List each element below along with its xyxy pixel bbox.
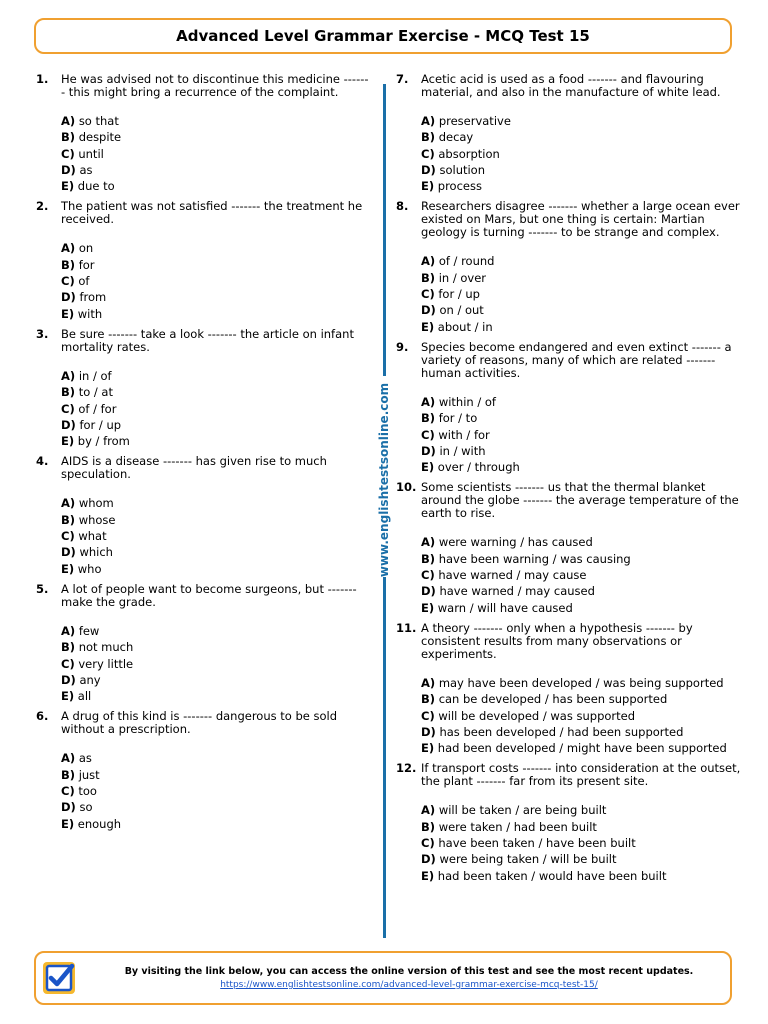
- question-text: A lot of people want to become surgeons, but ------- make the grade.: [61, 581, 357, 609]
- answer-option: [61, 384, 370, 400]
- question-block: [396, 200, 742, 334]
- option-text: absorption: [438, 146, 500, 161]
- answer-option: [421, 691, 742, 707]
- option-text: until: [78, 146, 104, 161]
- option-text: in / with: [439, 443, 486, 458]
- question-number: 10.: [396, 480, 417, 495]
- answer-option: [421, 129, 742, 145]
- answer-option: [61, 273, 370, 289]
- question-block: [36, 710, 370, 831]
- option-letter: A): [61, 623, 76, 638]
- answer-option: [421, 675, 742, 691]
- option-letter: D): [421, 303, 436, 318]
- options-list: [421, 675, 742, 756]
- answer-option: [421, 802, 742, 818]
- option-text: due to: [77, 179, 115, 194]
- option-letter: B): [61, 257, 76, 272]
- option-letter: B): [61, 640, 76, 655]
- option-letter: E): [421, 460, 435, 475]
- option-letter: A): [421, 254, 436, 269]
- option-text: will be developed / was supported: [438, 708, 636, 723]
- option-letter: E): [61, 561, 75, 576]
- answer-option: [61, 162, 370, 178]
- question-row: [36, 710, 370, 736]
- options-list: [61, 495, 370, 576]
- option-letter: A): [61, 496, 76, 511]
- answer-option: [421, 162, 742, 178]
- option-letter: E): [61, 689, 75, 704]
- answer-option: [421, 835, 742, 851]
- answer-option: [421, 819, 742, 835]
- option-text: for / up: [79, 417, 122, 432]
- answer-option: [61, 433, 370, 449]
- option-letter: B): [61, 512, 76, 527]
- question-number: 9.: [396, 339, 409, 354]
- option-letter: D): [61, 800, 76, 815]
- question-text: The patient was not satisfied ------- the treatment he received.: [61, 199, 363, 227]
- option-letter: D): [421, 162, 436, 177]
- question-text: Be sure ------- take a look ------- the article on infant mortality rates.: [61, 326, 354, 354]
- options-list: [61, 623, 370, 704]
- option-letter: A): [421, 675, 436, 690]
- option-text: warn / will have caused: [437, 600, 573, 615]
- option-letter: B): [421, 130, 436, 145]
- answer-option: [61, 178, 370, 194]
- option-letter: B): [421, 270, 436, 285]
- answer-option: [61, 639, 370, 655]
- checkbox-icon: [42, 961, 76, 999]
- question-number: 6.: [36, 709, 49, 724]
- option-letter: A): [61, 751, 76, 766]
- page-title: Advanced Level Grammar Exercise - MCQ Test 15: [176, 27, 590, 45]
- answer-option: [61, 306, 370, 322]
- question-block: [36, 73, 370, 194]
- answer-option: [421, 551, 742, 567]
- question-block: [36, 328, 370, 449]
- option-letter: B): [421, 819, 436, 834]
- answer-option: [61, 368, 370, 384]
- option-letter: D): [421, 584, 436, 599]
- option-text: whom: [78, 496, 114, 511]
- answer-option: [421, 302, 742, 318]
- option-letter: E): [61, 179, 75, 194]
- option-text: not much: [78, 640, 134, 655]
- footer-text: By visiting the link below, you can access the online version of this test and see the most recent updates.: [124, 966, 694, 977]
- options-list: [61, 240, 370, 321]
- option-text: so that: [78, 114, 119, 128]
- option-text: preservative: [438, 114, 511, 128]
- question-block: [36, 455, 370, 576]
- answer-option: [421, 253, 742, 269]
- question-number: 12.: [396, 761, 417, 776]
- answer-option: [421, 443, 742, 459]
- question-text: AIDS is a disease ------- has given rise to much speculation.: [61, 454, 327, 482]
- answer-option: [61, 816, 370, 832]
- option-text: from: [79, 290, 107, 305]
- question-row: [36, 583, 370, 609]
- question-row: [36, 328, 370, 354]
- question-number: 5.: [36, 581, 49, 596]
- option-letter: D): [61, 162, 76, 177]
- column-divider-top: [383, 84, 386, 376]
- answer-option: [61, 495, 370, 511]
- option-letter: A): [421, 394, 436, 409]
- option-letter: B): [61, 767, 76, 782]
- question-number: 2.: [36, 199, 49, 214]
- title-box: [34, 18, 732, 54]
- answer-option: [61, 799, 370, 815]
- option-text: may have been developed / was being supported: [438, 675, 724, 690]
- option-text: within / of: [438, 394, 496, 409]
- option-text: what: [78, 529, 107, 544]
- question-text: Researchers disagree ------- whether a large ocean ever existed on Mars, but one thing is certain: Martian geology is turning ------- to be strange and complex.: [421, 199, 740, 240]
- option-letter: D): [61, 672, 76, 687]
- option-letter: E): [421, 868, 435, 883]
- option-text: have warned / may caused: [439, 584, 595, 599]
- option-text: of / for: [78, 401, 117, 416]
- option-text: which: [79, 545, 113, 560]
- option-text: by / from: [77, 434, 130, 449]
- option-text: in / of: [78, 368, 112, 383]
- answer-option: [421, 851, 742, 867]
- option-text: of / round: [438, 254, 495, 269]
- question-text: A drug of this kind is ------- dangerous to be sold without a prescription.: [61, 709, 338, 737]
- answer-option: [61, 512, 370, 528]
- option-text: with / for: [438, 427, 490, 442]
- option-text: process: [437, 179, 482, 194]
- answer-option: [421, 583, 742, 599]
- option-text: for / to: [438, 411, 478, 426]
- question-block: [396, 622, 742, 756]
- option-letter: C): [61, 656, 75, 671]
- option-letter: D): [61, 417, 76, 432]
- right-column: [396, 73, 742, 890]
- question-number: 11.: [396, 620, 417, 635]
- option-text: over / through: [437, 460, 520, 475]
- question-block: [396, 762, 742, 883]
- answer-option: [61, 129, 370, 145]
- answer-option: [421, 113, 742, 129]
- option-letter: C): [421, 287, 435, 302]
- options-list: [421, 802, 742, 883]
- option-letter: C): [61, 401, 75, 416]
- option-letter: D): [61, 290, 76, 305]
- option-letter: A): [421, 114, 436, 128]
- option-letter: B): [61, 130, 76, 145]
- option-text: despite: [78, 130, 122, 145]
- answer-option: [421, 146, 742, 162]
- question-block: [396, 481, 742, 615]
- option-letter: D): [421, 443, 436, 458]
- option-text: have been taken / have been built: [438, 836, 636, 851]
- options-list: [421, 253, 742, 334]
- answer-option: [421, 600, 742, 616]
- answer-option: [421, 724, 742, 740]
- answer-option: [421, 567, 742, 583]
- option-letter: C): [421, 836, 435, 851]
- option-text: had been taken / would have been built: [437, 868, 667, 883]
- option-text: in / over: [438, 270, 487, 285]
- option-text: any: [79, 672, 101, 687]
- option-text: about / in: [437, 319, 493, 334]
- column-divider-bottom: [383, 577, 386, 938]
- option-letter: A): [61, 114, 76, 128]
- option-letter: E): [61, 816, 75, 831]
- option-letter: B): [421, 411, 436, 426]
- answer-option: [421, 868, 742, 884]
- answer-option: [421, 286, 742, 302]
- footer-link[interactable]: https://www.englishtestsonline.com/advanced-level-grammar-exercise-mcq-test-15/: [220, 980, 598, 990]
- question-number: 8.: [396, 199, 409, 214]
- option-text: has been developed / had been supported: [439, 724, 684, 739]
- option-letter: E): [61, 306, 75, 321]
- answer-option: [61, 750, 370, 766]
- options-list: [61, 368, 370, 449]
- option-text: as: [79, 162, 93, 177]
- option-letter: C): [421, 568, 435, 583]
- option-text: were taken / had been built: [438, 819, 597, 834]
- option-letter: D): [421, 724, 436, 739]
- answer-option: [61, 561, 370, 577]
- options-list: [421, 394, 742, 475]
- option-text: have warned / may cause: [438, 568, 587, 583]
- left-column: [36, 73, 370, 838]
- question-text: Acetic acid is used as a food ------- and flavouring material, and also in the manufacture of white lead.: [421, 72, 721, 99]
- option-text: very little: [78, 656, 134, 671]
- answer-option: [61, 289, 370, 305]
- answer-option: [61, 623, 370, 639]
- option-text: for / up: [438, 287, 480, 302]
- option-letter: B): [61, 385, 76, 400]
- answer-option: [61, 767, 370, 783]
- answer-option: [61, 783, 370, 799]
- option-letter: B): [421, 692, 436, 707]
- option-text: enough: [77, 816, 122, 831]
- option-text: just: [78, 767, 100, 782]
- site-vertical-text: www.englishtestsonline.com: [377, 382, 391, 578]
- option-text: whose: [78, 512, 116, 527]
- option-text: can be developed / has been supported: [438, 692, 668, 707]
- question-number: 3.: [36, 326, 49, 341]
- option-letter: A): [61, 368, 76, 383]
- question-row: [36, 200, 370, 226]
- question-text: Species become endangered and even extinct ------- a variety of reasons, many of which are related ------- human activities.: [421, 339, 732, 380]
- option-text: so: [79, 800, 93, 815]
- option-text: of: [78, 274, 90, 289]
- option-text: were warning / has caused: [438, 535, 593, 550]
- question-block: [36, 200, 370, 321]
- option-letter: B): [421, 551, 436, 566]
- question-text: Some scientists ------- us that the thermal blanket around the globe ------- the average temperature of the earth to rise.: [421, 480, 739, 521]
- answer-option: [61, 240, 370, 256]
- question-number: 7.: [396, 72, 409, 86]
- answer-option: [421, 427, 742, 443]
- answer-option: [421, 394, 742, 410]
- question-text: He was advised not to discontinue this medicine ------- this might bring a recurrence of the complaint.: [61, 72, 369, 99]
- option-text: had been developed / might have been supported: [437, 741, 727, 756]
- question-block: [36, 583, 370, 704]
- option-letter: A): [61, 241, 76, 256]
- question-row: [396, 341, 742, 380]
- answer-option: [61, 417, 370, 433]
- answer-option: [61, 672, 370, 688]
- answer-option: [421, 459, 742, 475]
- answer-option: [421, 178, 742, 194]
- option-text: decay: [438, 130, 474, 145]
- option-letter: E): [421, 319, 435, 334]
- answer-option: [421, 708, 742, 724]
- option-text: few: [78, 623, 100, 638]
- answer-option: [61, 656, 370, 672]
- option-text: all: [77, 689, 92, 704]
- answer-option: [421, 740, 742, 756]
- option-text: with: [77, 306, 103, 321]
- question-row: [396, 622, 742, 661]
- option-text: too: [78, 784, 97, 799]
- footer-box: [34, 951, 732, 1005]
- question-row: [396, 200, 742, 239]
- answer-option: [61, 401, 370, 417]
- option-letter: C): [61, 784, 75, 799]
- question-row: [36, 73, 370, 99]
- answer-option: [421, 319, 742, 335]
- option-letter: C): [61, 529, 75, 544]
- answer-option: [61, 528, 370, 544]
- option-text: solution: [439, 162, 486, 177]
- answer-option: [61, 146, 370, 162]
- question-number: 4.: [36, 454, 49, 469]
- question-row: [36, 455, 370, 481]
- option-text: on: [78, 241, 94, 256]
- question-block: [396, 73, 742, 194]
- question-block: [396, 341, 742, 475]
- option-letter: A): [421, 803, 436, 818]
- option-letter: C): [61, 274, 75, 289]
- option-text: who: [77, 561, 102, 576]
- question-row: [396, 73, 742, 99]
- option-text: on / out: [439, 303, 484, 318]
- option-letter: D): [61, 545, 76, 560]
- answer-option: [61, 257, 370, 273]
- answer-option: [421, 270, 742, 286]
- question-text: A theory ------- only when a hypothesis ------- by consistent results from many observations or experiments.: [421, 620, 693, 661]
- option-letter: C): [421, 708, 435, 723]
- options-list: [61, 113, 370, 194]
- option-letter: A): [421, 535, 436, 550]
- question-text: If transport costs ------- into consideration at the outset, the plant ------- far from its present site.: [421, 761, 741, 789]
- option-text: as: [78, 751, 92, 766]
- options-list: [421, 534, 742, 615]
- option-letter: C): [421, 427, 435, 442]
- option-letter: D): [421, 852, 436, 867]
- options-list: [61, 750, 370, 831]
- option-text: will be taken / are being built: [438, 803, 607, 818]
- answer-option: [61, 544, 370, 560]
- option-letter: E): [421, 600, 435, 615]
- question-row: [396, 481, 742, 520]
- options-list: [421, 113, 742, 194]
- question-number: 1.: [36, 72, 49, 86]
- option-letter: E): [61, 434, 75, 449]
- answer-option: [421, 410, 742, 426]
- option-letter: E): [421, 179, 435, 194]
- option-text: have been warning / was causing: [438, 551, 631, 566]
- answer-option: [61, 688, 370, 704]
- option-letter: E): [421, 741, 435, 756]
- option-text: for: [78, 257, 95, 272]
- answer-option: [61, 113, 370, 129]
- option-letter: C): [61, 146, 75, 161]
- option-text: to / at: [78, 385, 113, 400]
- option-letter: C): [421, 146, 435, 161]
- question-row: [396, 762, 742, 788]
- answer-option: [421, 534, 742, 550]
- option-text: were being taken / will be built: [439, 852, 617, 867]
